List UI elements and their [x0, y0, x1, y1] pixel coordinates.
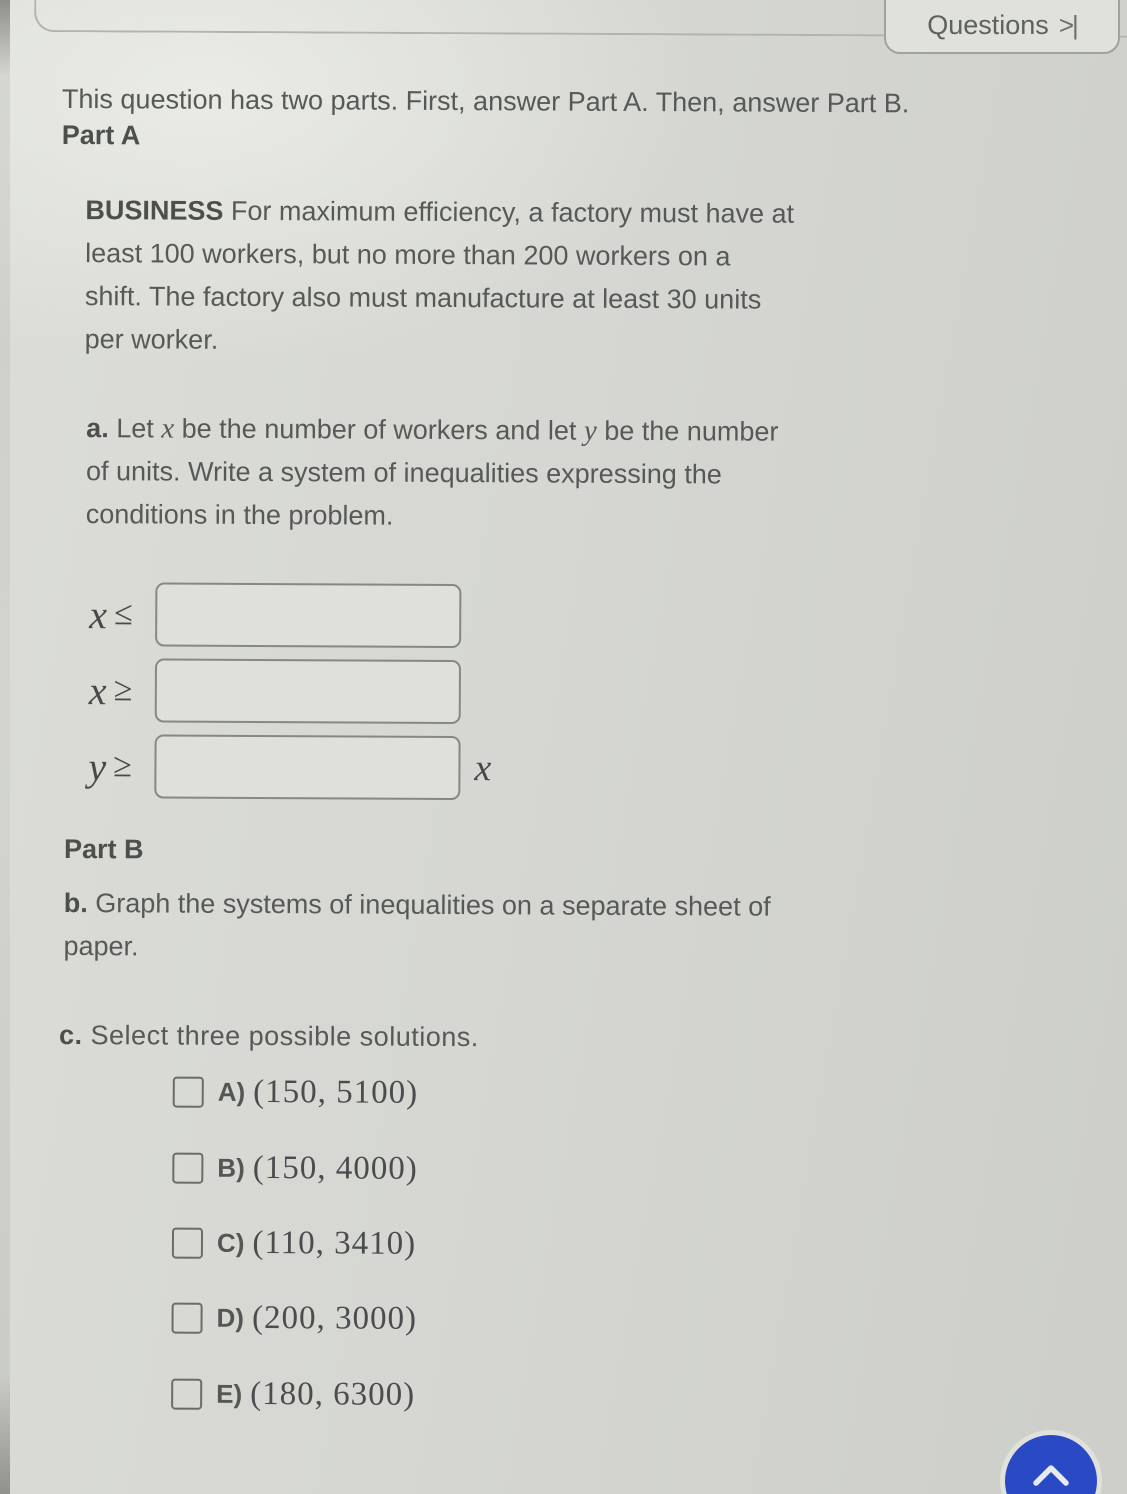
- option-a-value: (150, 5100): [253, 1073, 419, 1111]
- business-problem-text: [85, 189, 916, 365]
- part-b-instruction: [63, 882, 893, 972]
- option-row-a: [173, 1074, 419, 1112]
- option-d-letter: D): [216, 1302, 245, 1333]
- inequality-1-input[interactable]: [155, 582, 461, 648]
- variable-x: x: [161, 412, 175, 445]
- intro-text: This question has two parts. First, answer Part A. Then, answer Part B.: [61, 83, 910, 119]
- instruction-c-text: Select three possible solutions.: [82, 1020, 479, 1053]
- business-label: BUSINESS: [85, 195, 224, 226]
- inequality-3-suffix: x: [474, 747, 492, 790]
- greater-equal-operator: ≥: [113, 747, 132, 785]
- option-row-c: [172, 1225, 416, 1263]
- inequality-row-1: [89, 582, 475, 648]
- inequality-2-input[interactable]: [155, 658, 461, 724]
- instruction-a-seg2: be the number of workers and let: [174, 413, 584, 446]
- option-c-checkbox[interactable]: [172, 1228, 203, 1259]
- option-row-b: [172, 1150, 418, 1188]
- option-e-checkbox[interactable]: [171, 1379, 202, 1410]
- instruction-a-seg3: be the number of units. Write a system of inequalities expressing the conditions in the problem.: [85, 415, 779, 531]
- option-b-letter: B): [217, 1152, 245, 1183]
- option-e-letter: E): [216, 1378, 243, 1409]
- variable-y: y: [583, 414, 597, 447]
- instruction-a-label: a.: [86, 413, 109, 444]
- option-d-checkbox[interactable]: [171, 1303, 202, 1334]
- part-b-heading: Part B: [63, 833, 144, 865]
- inequality-row-3: [88, 734, 491, 800]
- less-equal-operator: ≤: [113, 595, 133, 633]
- skip-next-icon: >|: [1058, 9, 1077, 40]
- inequality-3-variable: y: [88, 743, 107, 789]
- instruction-b-label: b.: [63, 887, 88, 919]
- instruction-b-text: Graph the systems of inequalities on a separate sheet of paper.: [63, 888, 771, 962]
- option-a-letter: A): [217, 1076, 246, 1107]
- greater-equal-operator: ≥: [113, 671, 133, 709]
- inequality-3-label: [88, 743, 150, 790]
- instruction-c-label: c.: [58, 1019, 83, 1051]
- business-body: For maximum efficiency, a factory must have at least 100 workers, but no more than 200 workers on a shift. The factory also must manufacture at least 30 units per worker.: [84, 195, 795, 355]
- chevron-up-icon: [1032, 1463, 1070, 1492]
- part-a-instruction: [86, 407, 917, 540]
- option-c-letter: C): [216, 1227, 245, 1258]
- option-e-value: (180, 6300): [250, 1375, 416, 1413]
- option-b-checkbox[interactable]: [172, 1153, 203, 1184]
- inequality-1-variable: x: [89, 591, 108, 637]
- option-d-value: (200, 3000): [251, 1299, 418, 1337]
- option-b-value: (150, 4000): [252, 1149, 418, 1187]
- inequality-row-2: [89, 658, 475, 724]
- option-row-e: [171, 1376, 415, 1414]
- instruction-a-seg1: Let: [108, 413, 162, 444]
- option-a-checkbox[interactable]: [173, 1077, 204, 1108]
- part-a-heading: Part A: [61, 119, 141, 151]
- inequality-1-label: [89, 591, 151, 638]
- option-row-d: [171, 1300, 417, 1338]
- option-c-value: (110, 3410): [252, 1224, 417, 1262]
- inequality-2-label: [89, 667, 151, 714]
- part-c-instruction: [59, 1014, 889, 1061]
- inequality-2-variable: x: [88, 667, 107, 713]
- questions-button-label: Questions: [927, 9, 1049, 40]
- inequality-3-input[interactable]: [154, 734, 460, 800]
